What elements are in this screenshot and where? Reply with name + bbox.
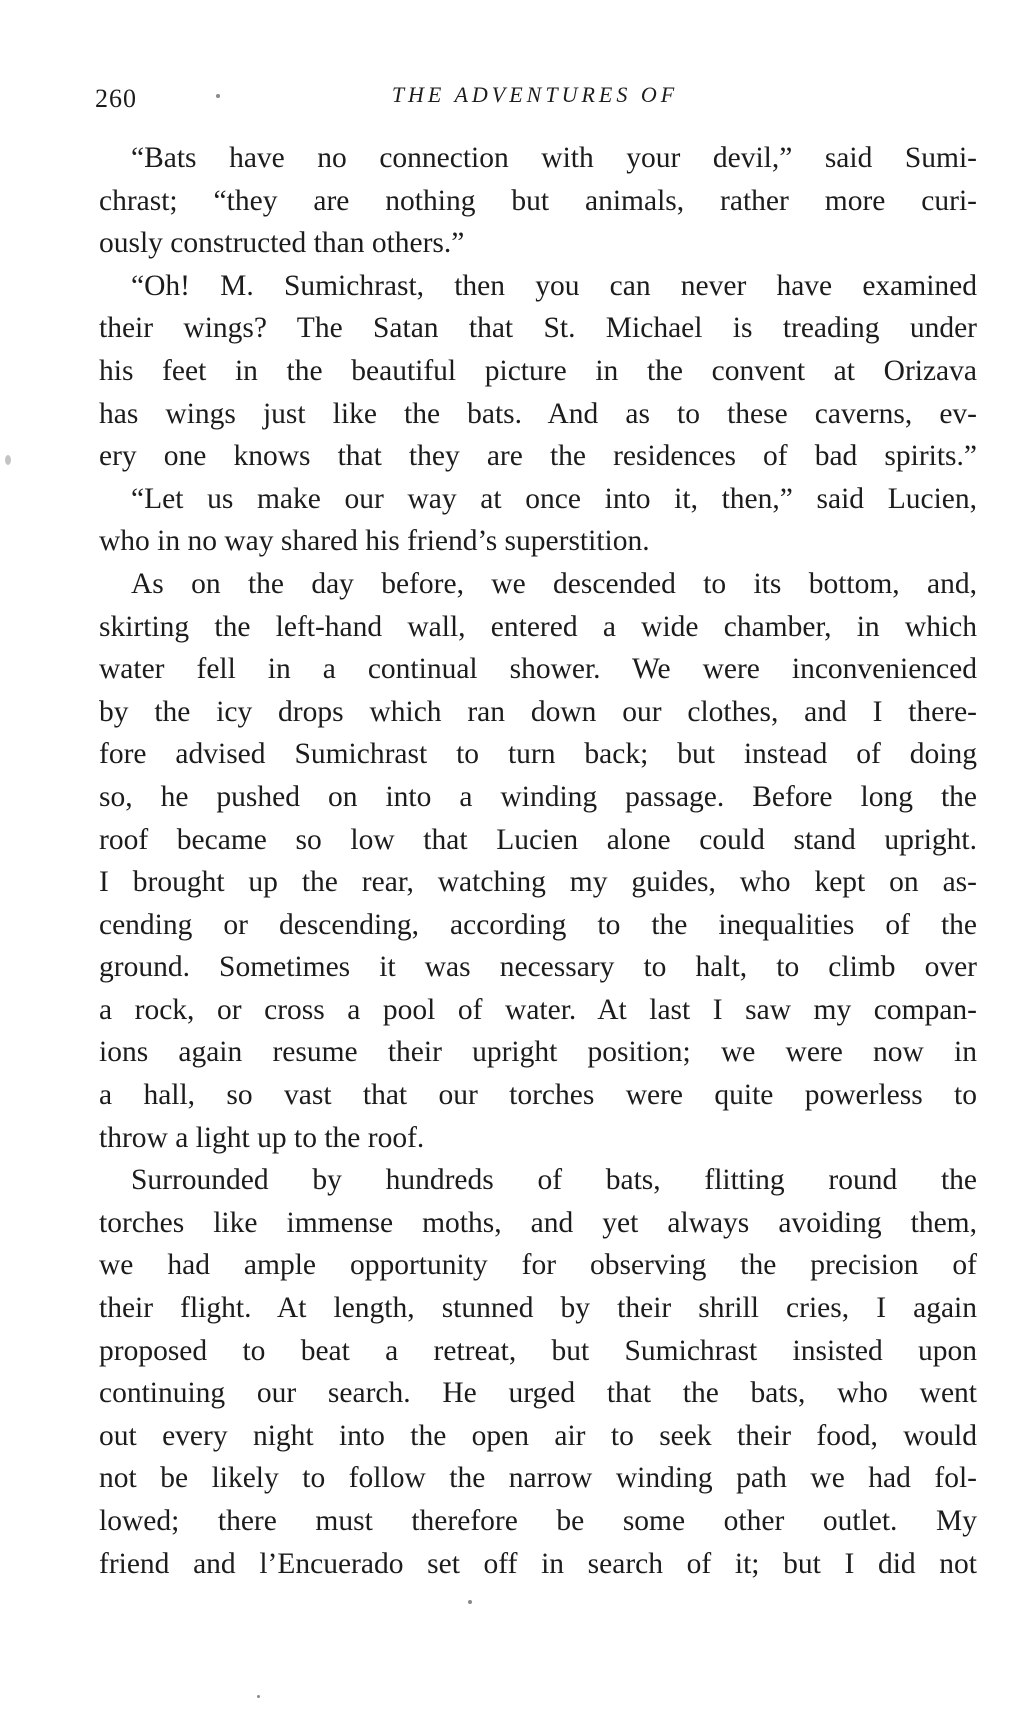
text-line: chrast; “they are nothing but animals, rather more curi-	[99, 184, 977, 217]
text-line: water fell in a continual shower. We were inconvenienced	[99, 653, 977, 686]
text-line: Surrounded by hundreds of bats, flitting round the	[131, 1164, 977, 1197]
text-line: fore advised Sumichrast to turn back; but instead of doing	[99, 738, 977, 771]
text-line: ery one knows that they are the residences of bad spirits.”	[99, 440, 977, 473]
text-line: ously constructed than others.”	[99, 227, 465, 260]
text-line: their wings? The Satan that St. Michael is treading under	[99, 312, 977, 345]
scan-speck	[257, 1695, 260, 1698]
text-line: “Oh! M. Sumichrast, then you can never have examined	[131, 269, 977, 302]
text-line: continuing our search. He urged that the bats, who went	[99, 1377, 977, 1410]
text-line: ground. Sometimes it was necessary to halt, to climb over	[99, 951, 977, 984]
text-line: cending or descending, according to the inequalities of the	[99, 908, 977, 941]
page-header	[95, 76, 975, 116]
text-line: throw a light up to the roof.	[99, 1121, 425, 1154]
text-line: his feet in the beautiful picture in the convent at Orizava	[99, 354, 977, 387]
text-line: “Bats have no connection with your devil,” said Sumi-	[131, 142, 977, 174]
text-line: skirting the left-hand wall, entered a wide chamber, in which	[99, 610, 977, 643]
text-line: a rock, or cross a pool of water. At last I saw my compan-	[99, 993, 977, 1026]
text-line: torches like immense moths, and yet always avoiding them,	[99, 1206, 977, 1239]
scan-speck	[5, 455, 11, 465]
text-line: friend and l’Encuerado set off in search of it; but I did not	[99, 1547, 977, 1580]
scan-speck	[468, 1600, 472, 1604]
text-line: out every night into the open air to seek their food, would	[99, 1419, 977, 1452]
page-number: 260	[95, 84, 137, 113]
text-line: their flight. At length, stunned by their shrill cries, I again	[99, 1292, 977, 1325]
text-line: ions again resume their upright position; we were now in	[99, 1036, 977, 1069]
text-line: proposed to beat a retreat, but Sumichrast insisted upon	[99, 1334, 977, 1367]
body-text	[99, 137, 977, 1585]
text-line: so, he pushed on into a winding passage. Before long the	[99, 780, 977, 813]
text-line: by the icy drops which ran down our clothes, and I there-	[99, 695, 977, 728]
running-head: THE ADVENTURES OF	[391, 82, 679, 107]
text-line: who in no way shared his friend’s superstition.	[99, 525, 650, 558]
text-line: a hall, so vast that our torches were quite powerless to	[99, 1079, 977, 1112]
text-line: not be likely to follow the narrow winding path we had fol-	[99, 1462, 977, 1495]
text-line: we had ample opportunity for observing the precision of	[99, 1249, 977, 1282]
text-line: lowed; there must therefore be some other outlet. My	[99, 1505, 977, 1537]
text-line: has wings just like the bats. And as to these caverns, ev-	[99, 397, 977, 430]
text-line: As on the day before, we descended to its bottom, and,	[131, 567, 977, 600]
text-line: roof became so low that Lucien alone could stand upright.	[99, 823, 977, 856]
scan-speck	[216, 94, 220, 98]
text-line: I brought up the rear, watching my guides, who kept on as-	[99, 866, 977, 899]
text-line: “Let us make our way at once into it, then,” said Lucien,	[131, 482, 977, 515]
